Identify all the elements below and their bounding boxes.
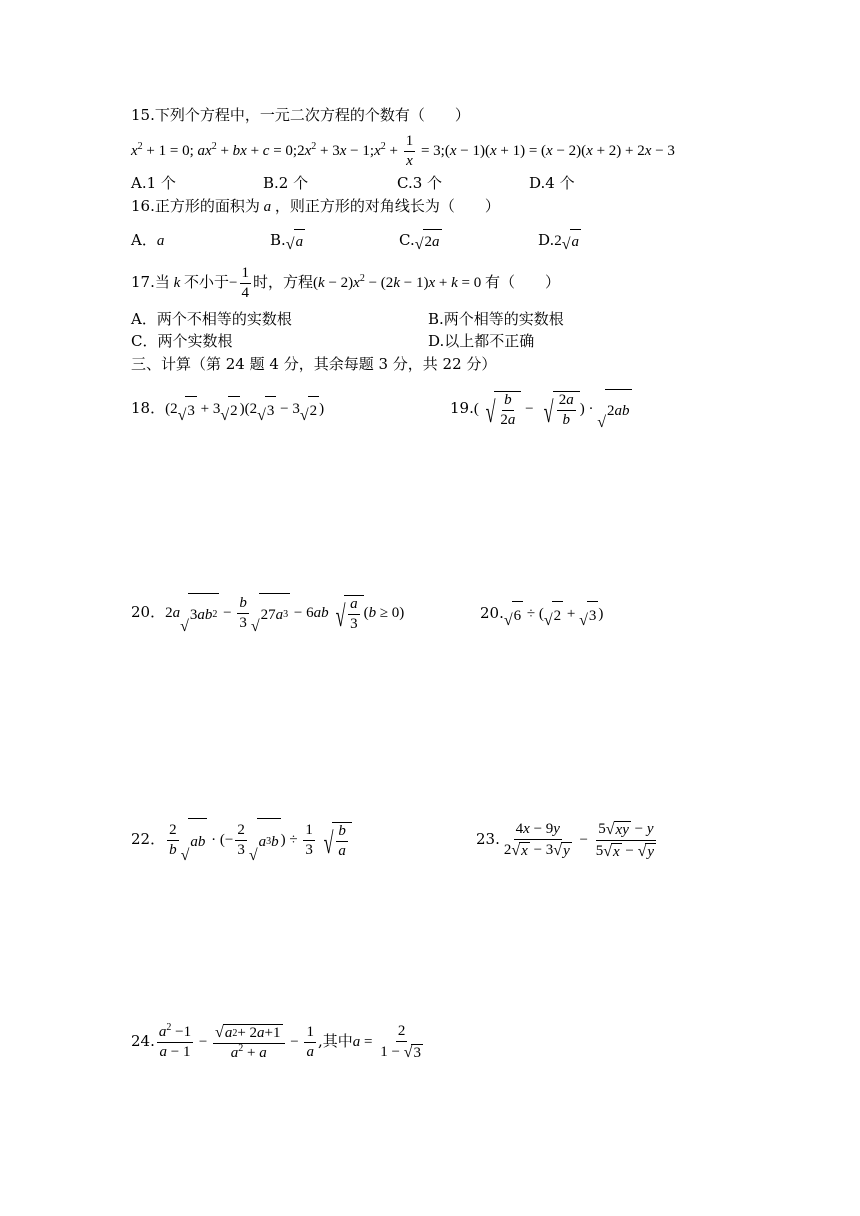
q15-stem: 15.下列个方程中，一元二次方程的个数有（ ） [131,106,470,124]
q17-stem: 17.当 k 不小于− $\frac{1}{4}$ 时，方程$(k - 2)x^2 - (2k - 1)x + k = 0$ 有（ ） [131,265,560,302]
q17-option-b: B.两个相等的实数根 [428,310,564,328]
q15-option-b: B.2 个 [263,174,309,192]
q16-option-b: B. √ a [270,231,304,253]
q15-option-a: A.1 个 [131,174,176,192]
q22-expression: 22． $\frac{2}{b}$ √ ab · (− $\frac{2}{3}$ √ a 3 b ) ÷ $\frac{1}{3}$ √ b a [131,817,352,864]
q15-option-c: C.3 个 [397,174,443,192]
q17-option-c: C．两个实数根 [131,332,233,350]
q17-option-a: A．两个不相等的实数根 [131,310,292,328]
q16-option-d: D.2 √ a [538,231,580,253]
q16-stem: 16.正方形的面积为 a ，则正方形的对角线长为（ ） [131,197,500,215]
section3-title: 三、计算（第 24 题 4 分，其余每题 3 分，共 22 分） [131,355,497,373]
q23-expression: 23. 4x − 9y 2 √ x − 3 √ y − 5 √ xy − y 5 √ x − √ y [476,821,655,861]
q18-expression: 18．(2 √ 3 + 3 √ 2 )(2 √ 3 − 3 √ 2 ) [131,395,324,424]
q15-option-d: D.4 个 [529,174,575,192]
q17-option-d: D.以上都不正确 [428,332,535,350]
q15-equations: $x^2 + 1 = 0$; $ax^2$ + bx + $c = 0;2x^2 + 3x$ − $1;x^2$ + $\frac{1}{x}$ = 3;(x − 1)(x + 1) = (x − 2)(x + 2) + 2x − 3 [131,133,675,169]
q20b-expression: 20. √ 6 ÷ ( √ 2 + √ 3 ) [480,600,603,629]
q24-expression: 24. $\frac{a^2 -1}{a - 1}$ − √ a 2 + 2 a +1 $a^2 + a$ − $\frac{1}{a}$ ,其中a = 2 1 − √ 3 [131,1022,421,1062]
q20a-expression: 20．2a √ 3 ab 2 − $\frac{b}{3}$ √ 27 a 3 − 6ab √ a 3 (b ≥ 0) [131,592,404,635]
q19-expression: 19.( √ b 2a − √ 2a b ) · √ 2 ab [450,388,632,431]
q16-option-a: A．a [131,231,165,249]
q16-option-c: C. √ 2 a [399,231,440,253]
